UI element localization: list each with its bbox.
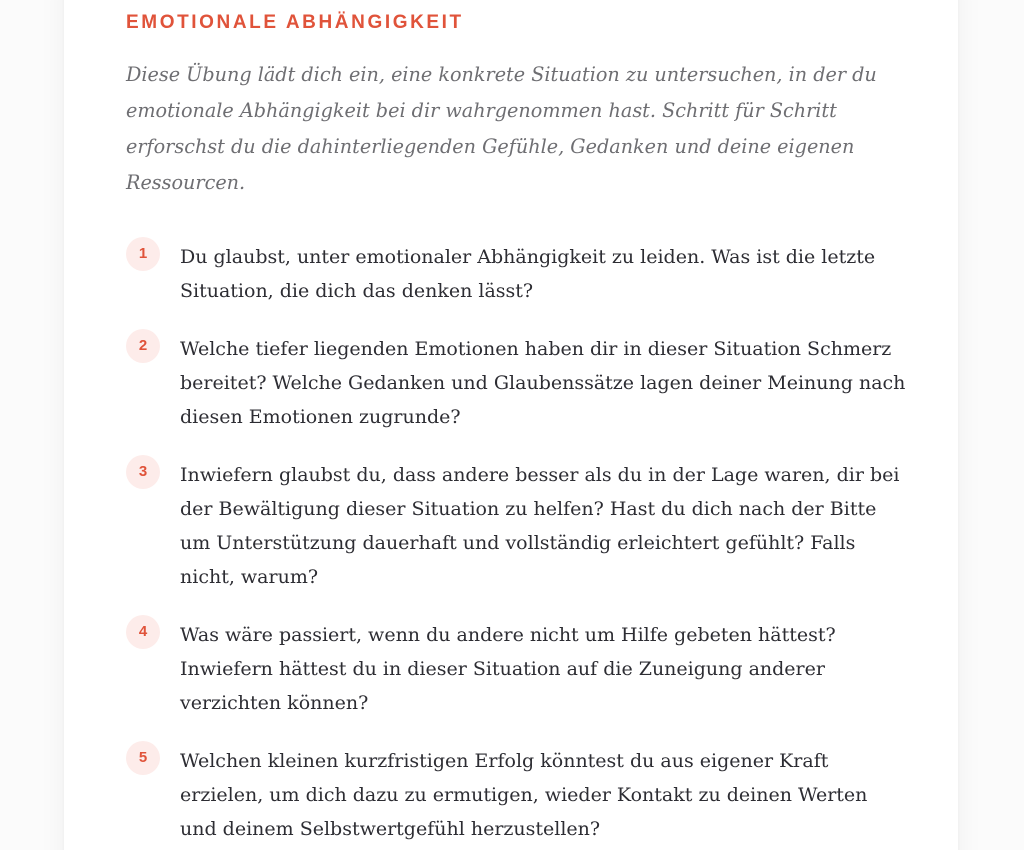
- intro-text: Diese Übung lädt dich ein, eine konkrete Situation zu untersuchen, in der du emotionale Abhängigkeit bei dir wahrgenommen hast. Schritt für Schritt erforschst du die dahinterliegenden Gefühle, Gedanken und deine eigenen Ressourcen.: [126, 63, 877, 194]
- question-item-4: [126, 618, 906, 720]
- question-text: Du glaubst, unter emotionaler Abhängigkeit zu leiden. Was ist die letzte Situation, die dich das denken lässt?: [180, 246, 876, 302]
- exercise-content: [126, 0, 906, 846]
- question-item-5: [126, 744, 906, 846]
- question-item-3: [126, 458, 906, 594]
- question-text: Inwiefern glaubst du, dass andere besser als du in der Lage waren, dir bei der Bewältigung dieser Situation zu helfen? Hast du dich nach der Bitte um Unterstützung dauerhaft und vollständig erleichtert gefühlt? Falls nicht, warum?: [180, 464, 900, 588]
- question-text: Welchen kleinen kurzfristigen Erfolg könntest du aus eigener Kraft erzielen, um dich dazu zu ermutigen, wieder Kontakt zu deinen Werten und deinem Selbstwertgefühl herzustellen?: [180, 750, 868, 840]
- question-text: Was wäre passiert, wenn du andere nicht um Hilfe gebeten hättest? Inwiefern hättest du in dieser Situation auf die Zuneigung anderer verzichten können?: [180, 624, 836, 714]
- question-number-badge: 2: [126, 329, 160, 363]
- question-item-2: [126, 332, 906, 434]
- section-title: EMOTIONALE ABHÄNGIGKEIT: [126, 12, 464, 33]
- question-number-badge: 3: [126, 455, 160, 489]
- question-list: [126, 240, 906, 846]
- question-number-badge: 5: [126, 741, 160, 775]
- question-text: Welche tiefer liegenden Emotionen haben dir in dieser Situation Schmerz bereitet? Welche Gedanken und Glaubenssätze lagen deiner Meinung nach diesen Emotionen zugrunde?: [180, 338, 906, 428]
- question-number-badge: 4: [126, 615, 160, 649]
- question-item-1: [126, 240, 906, 308]
- question-number-badge: 1: [126, 237, 160, 271]
